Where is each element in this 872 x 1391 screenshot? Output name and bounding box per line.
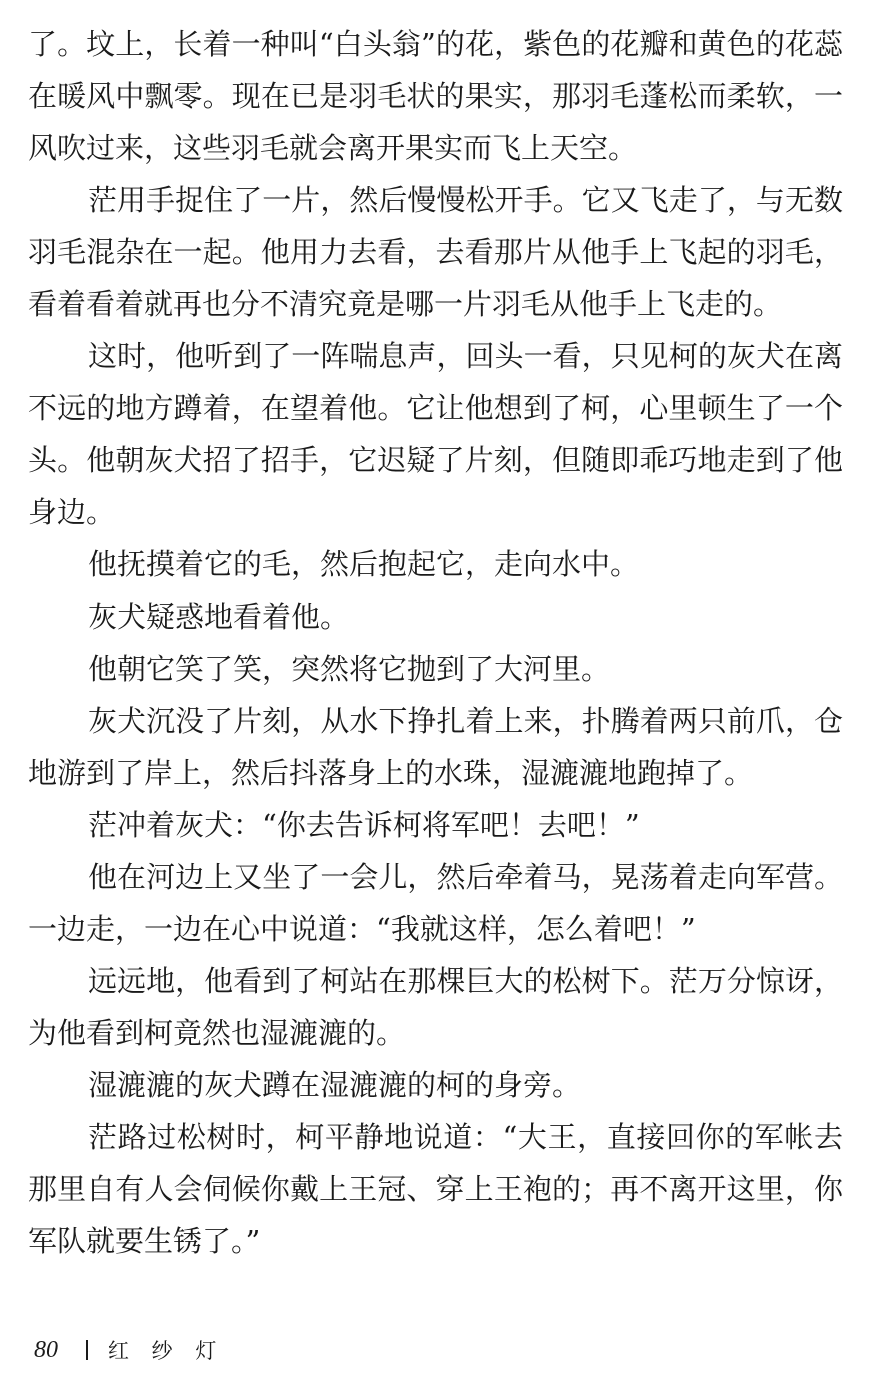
text-line: 湿漉漉的灰犬蹲在湿漉漉的柯的身旁。 bbox=[88, 1067, 582, 1102]
text-line: 在暖风中飘零。现在已是羽毛状的果实，那羽毛蓬松而柔软，一 bbox=[28, 79, 843, 114]
text-line: 羽毛混杂在一起。他用力去看，去看那片从他手上飞起的羽毛， bbox=[28, 235, 843, 270]
text-line: 风吹过来，这些羽毛就会离开果实而飞上天空。 bbox=[28, 131, 638, 166]
text-line: 那里自有人会伺候你戴上王冠、穿上王袍的；再不离开这里，你 bbox=[28, 1172, 843, 1207]
paragraph bbox=[28, 851, 843, 955]
text-line: 灰犬疑惑地看着他。 bbox=[88, 599, 350, 634]
text-line: 他抚摸着它的毛，然后抱起它，走向水中。 bbox=[88, 547, 640, 582]
text-line: 为他看到柯竟然也湿漉漉的。 bbox=[28, 1015, 406, 1050]
text-line: 灰犬沉没了片刻，从水下挣扎着上来，扑腾着两只前爪，仓 bbox=[88, 703, 843, 738]
text-line: 头。他朝灰犬招了招手，它迟疑了片刻，但随即乖巧地走到了他 bbox=[28, 443, 843, 478]
paragraph bbox=[28, 174, 843, 330]
paragraph bbox=[28, 1059, 843, 1111]
paragraph bbox=[28, 955, 843, 1059]
page-number: 80 bbox=[34, 1336, 58, 1363]
text-line: 不远的地方蹲着，在望着他。它让他想到了柯，心里顿生了一个 bbox=[28, 391, 843, 426]
text-line: 他在河边上又坐了一会儿，然后牵着马，晃荡着走向军营。 bbox=[88, 859, 843, 894]
paragraph bbox=[28, 799, 843, 851]
paragraph bbox=[28, 330, 843, 538]
paragraph bbox=[28, 643, 843, 695]
text-line: 军队就要生锈了。” bbox=[28, 1224, 261, 1259]
paragraph bbox=[28, 18, 843, 174]
text-line: 地游到了岸上，然后抖落身上的水珠，湿漉漉地跑掉了。 bbox=[28, 755, 754, 790]
paragraph bbox=[28, 538, 843, 590]
text-line: 他朝它笑了笑，突然将它抛到了大河里。 bbox=[88, 651, 611, 686]
text-line: 看着看着就再也分不清究竟是哪一片羽毛从他手上飞走的。 bbox=[28, 287, 783, 322]
page-footer bbox=[34, 1332, 224, 1368]
text-line: 身边。 bbox=[28, 495, 116, 530]
text-line: 一边走，一边在心中说道：“我就这样，怎么着吧！” bbox=[28, 911, 696, 946]
page-body bbox=[28, 18, 843, 1267]
text-line: 远远地，他看到了柯站在那棵巨大的松树下。茫万分惊讶， bbox=[88, 963, 843, 998]
text-line: 了。坟上，长着一种叫“白头翁”的花，紫色的花瓣和黄色的花蕊 bbox=[28, 27, 843, 61]
book-title: 红 纱 灯 bbox=[108, 1339, 225, 1363]
paragraph bbox=[28, 695, 843, 799]
text-line: 茫路过松树时，柯平静地说道：“大王，直接回你的军帐去 bbox=[88, 1119, 843, 1154]
footer-divider bbox=[86, 1340, 88, 1360]
text-line: 茫用手捉住了一片，然后慢慢松开手。它又飞走了，与无数 bbox=[88, 183, 843, 218]
text-line: 茫冲着灰犬：“你去告诉柯将军吧！去吧！” bbox=[88, 807, 640, 842]
paragraph bbox=[28, 1111, 843, 1267]
text-line: 这时，他听到了一阵喘息声，回头一看，只见柯的灰犬在离 bbox=[88, 339, 843, 374]
paragraph bbox=[28, 591, 843, 643]
